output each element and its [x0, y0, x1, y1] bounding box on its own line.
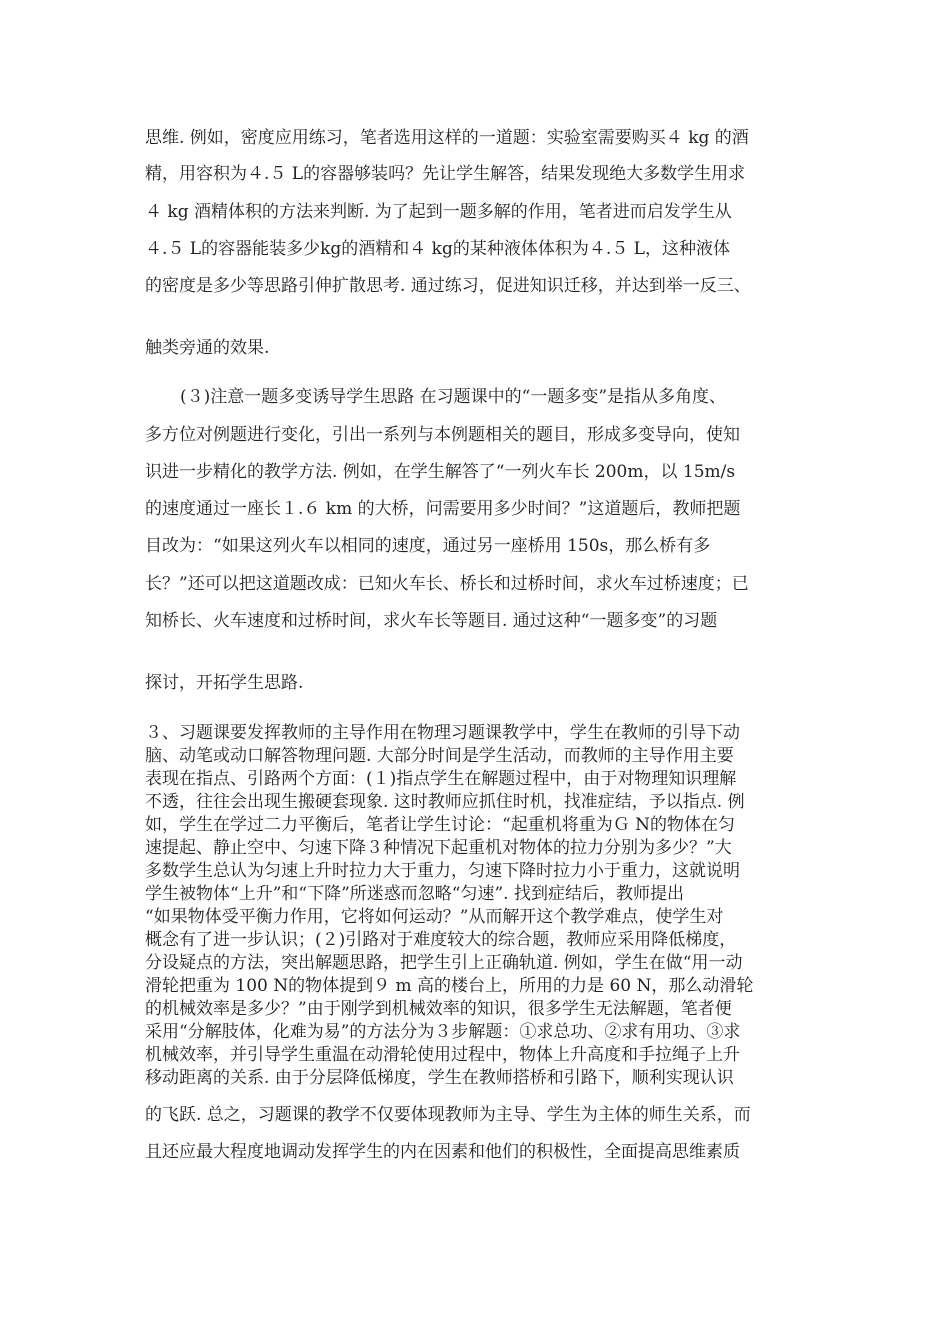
text-line: 精，用容积为４.５ L的容器够装吗？先让学生解答，结果发现绝大多数学生用求 [145, 164, 746, 184]
text-line: 且还应最大程度地调动发挥学生的内在因素和他们的积极性，全面提高思维素质 [145, 1142, 740, 1162]
text-line: 知桥长、火车速度和过桥时间，求火车长等题目. 通过这种“一题多变”的习题 [145, 611, 718, 631]
text-line: 如，学生在学过二力平衡后，笔者让学生讨论：“起重机将重为Ｇ N的物体在匀 [145, 815, 735, 835]
text-line: 学生被物体“上升”和“下降”所迷惑而忽略“匀速”. 找到症结后，教师提出 [145, 884, 684, 904]
text-line: 移动距离的关系. 由于分层降低梯度，学生在教师搭桥和引路下，顺利实现认识 [145, 1068, 734, 1088]
text-line: 的密度是多少等思路引伸扩散思考. 通过练习，促进知识迁移，并达到举一反三、 [145, 276, 751, 296]
text-line: 多数学生总认为匀速上升时拉力大于重力，匀速下降时拉力小于重力，这就说明 [145, 861, 740, 881]
text-line: 概念有了进一步认识；(２)引路对于难度较大的综合题，教师应采用降低梯度， [145, 930, 737, 950]
text-line: 的飞跃. 总之，习题课的教学不仅要体现教师为主导、学生为主体的师生关系，而 [145, 1105, 751, 1125]
text-line: 目改为：“如果这列火车以相同的速度，通过另一座桥用 150s，那么桥有多 [145, 536, 711, 556]
text-line: 速提起、静止空中、匀速下降３种情况下起重机对物体的拉力分别为多少？”大 [145, 838, 732, 858]
text-line: 的机械效率是多少？”由于刚学到机械效率的知识，很多学生无法解题，笔者便 [145, 999, 732, 1019]
text-line: 脑、动笔或动口解答物理问题. 大部分时间是学生活动，而教师的主导作用主要 [145, 746, 734, 766]
text-line: 思维. 例如，密度应用练习，笔者选用这样的一道题：实验室需要购买４ kg 的酒 [145, 128, 749, 148]
text-line: 分设疑点的方法，突出解题思路，把学生引上正确轨道. 例如，学生在做“用一动 [145, 953, 743, 973]
text-line: 探讨，开拓学生思路. [145, 673, 304, 693]
text-line: 机械效率，并引导学生重温在动滑轮使用过程中，物体上升高度和手拉绳子上升 [145, 1045, 740, 1065]
text-line: 识进一步精化的教学方法. 例如，在学生解答了“一列火车长 200m，以 15m/s [145, 462, 736, 482]
text-line: 表现在指点、引路两个方面：(１)指点学生在解题过程中，由于对物理知识理解 [145, 769, 737, 789]
text-line: 不透，往往会出现生搬硬套现象. 这时教师应抓住时机，找准症结，予以指点. 例 [145, 792, 745, 812]
text-line: (３)注意一题多变诱导学生思路 在习题课中的“一题多变”是指从多角度、 [180, 387, 727, 407]
text-line: 滑轮把重为 100 N的物体提到９ m 高的楼台上，所用的力是 60 N，那么动滑轮 [145, 976, 754, 996]
text-line: 触类旁通的效果. [145, 338, 270, 358]
text-line: 多方位对例题进行变化，引出一系列与本例题相关的题目，形成多变导向，使知 [145, 425, 740, 445]
text-line: “如果物体受平衡力作用，它将如何运动？”从而解开这个教学难点，使学生对 [145, 907, 724, 927]
text-line: ４ kg 酒精体积的方法来判断. 为了起到一题多解的作用，笔者进而启发学生从 [145, 202, 732, 222]
text-line: ４.５ L的容器能装多少kg的酒精和４ kg的某种液体体积为４.５ L，这种液体 [145, 239, 730, 259]
text-line: ３、习题课要发挥教师的主导作用在物理习题课教学中，学生在教师的引导下动 [145, 723, 740, 743]
text-line: 长？”还可以把这道题改成：已知火车长、桥长和过桥时间，求火车过桥速度；已 [145, 574, 749, 594]
text-line: 的速度通过一座长１.６ km 的大桥，问需要用多少时间？”这道题后，教师把题 [145, 499, 741, 519]
text-line: 采用“分解肢体，化难为易”的方法分为３步解题：①求总功、②求有用功、③求 [145, 1022, 741, 1042]
